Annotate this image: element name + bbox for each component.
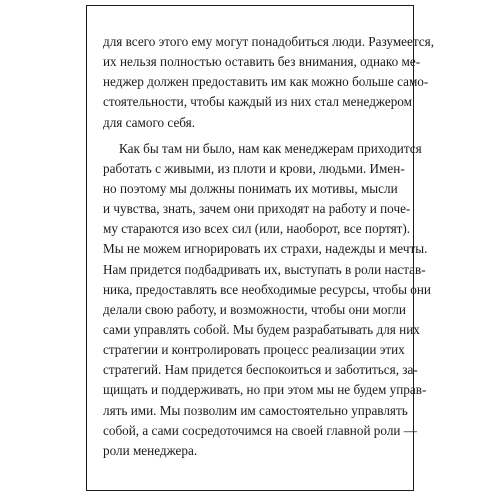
text-line: и чувства, знать, зачем они приходят на работу и поче-	[103, 201, 411, 217]
text-line: Мы не можем игнорировать их страхи, надежды и мечты.	[103, 241, 428, 257]
text-line: му стараются изо всех сил (или, наоборот, все портят).	[103, 221, 411, 237]
text-line: но поэтому мы должны понимать их мотивы, мысли	[103, 180, 398, 196]
text-line: делали свою работу, и возможности, чтобы они могли	[103, 301, 406, 317]
text-line: стратегий. Нам придется беспокоиться и заботиться, за-	[103, 362, 418, 378]
text-line: работать с живыми, из плоти и крови, людьми. Имен-	[103, 160, 405, 176]
text-line: для всего этого ему могут понадобиться люди. Разумеется,	[103, 34, 435, 49]
text-line: сами управлять собой. Мы будем разрабатывать для них	[103, 321, 420, 337]
text-line: стоятельности, чтобы каждый из них стал менеджером	[103, 94, 412, 110]
text-line: собой, а сами сосредоточимся на своей главной роли —	[103, 422, 417, 438]
text-line: Нам придется подбадривать их, выступать в роли настав-	[103, 261, 426, 277]
text-line: Как бы там ни было, нам как менеджерам приходится	[119, 140, 422, 156]
page-text	[103, 32, 435, 461]
text-line: ника, предоставлять все необходимые ресурсы, чтобы они	[103, 281, 431, 297]
text-line: их нельзя полностью оставить без внимания, однако ме-	[103, 54, 421, 70]
book-page	[86, 5, 435, 491]
text-line: щищать и поддерживать, но при этом мы не будем управ-	[103, 382, 427, 398]
text-line: лять ими. Мы позволим им самостоятельно управлять	[103, 402, 408, 418]
text-line: для самого себя.	[103, 114, 196, 130]
text-line: роли менеджера.	[103, 442, 198, 458]
text-line: неджер должен предоставить им как можно больше само-	[103, 74, 429, 90]
text-line: стратегии и контролировать процесс реализации этих	[103, 342, 405, 358]
